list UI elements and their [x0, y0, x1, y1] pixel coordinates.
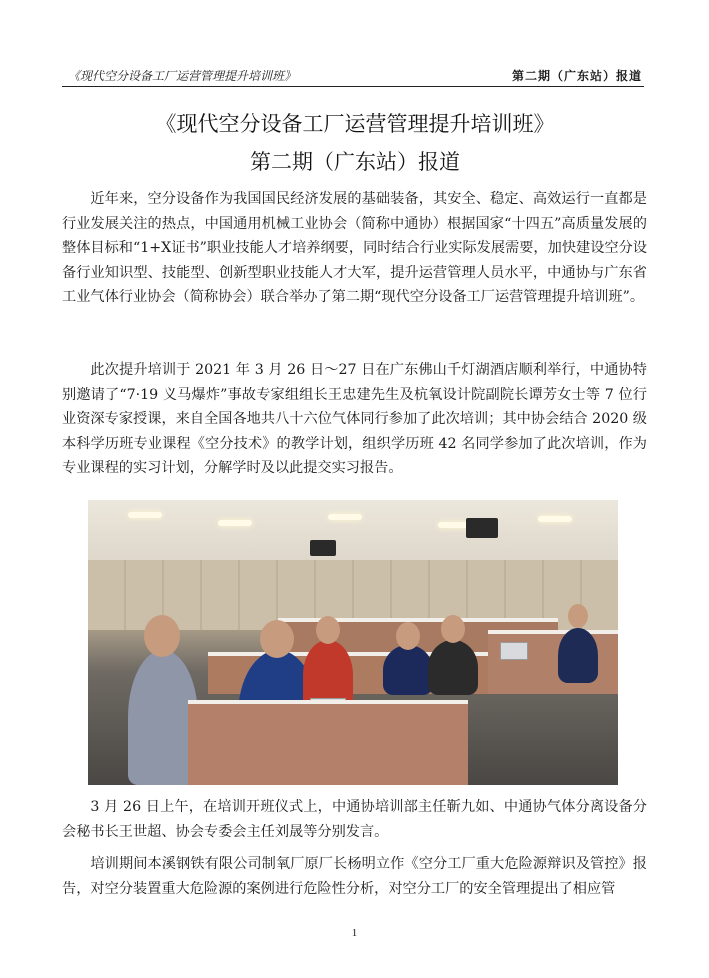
attendee	[383, 645, 433, 695]
conference-photo	[88, 500, 618, 785]
attendee	[558, 628, 598, 683]
speaker-icon	[466, 518, 498, 538]
speaker-icon	[310, 540, 336, 556]
attendee-head	[144, 615, 180, 657]
attendee	[428, 640, 478, 695]
paragraph-opening-ceremony: 3 月 26 日上午，在培训开班仪式上，中通协培训部主任靳九如、中通协气体分离设备分会秘书长王世超、协会专委会主任刘晟等分别发言。	[62, 799, 647, 840]
paragraph-training-details: 此次提升培训于 2021 年 3 月 26 日～27 日在广东佛山千灯湖酒店顺利举行，中通协特别邀请了“7·19 义马爆炸”事故专家组组长王忠建先生及杭氧设计院副院长谭芳女士等 7 位行业资深专家授课，来自全国各地共八十六位气体同行参加了此次培训；其中协会结合 2020 级本科学历班专业课程《空分技术》的教学计划，组织学历班 42 名同学参加了此次培训，作为专业课程的实习计划，分解学时及以此提交实习报告。	[62, 362, 647, 476]
document-title-line2: 第二期（广东站）报道	[250, 150, 460, 174]
laptop-icon	[500, 642, 528, 660]
table-right	[488, 630, 618, 694]
ceiling-light	[218, 520, 252, 526]
header-left-title: 《现代空分设备工厂运营管理提升培训班》	[68, 69, 297, 83]
attendee-head	[568, 604, 588, 628]
ceiling-light	[538, 516, 572, 522]
header-right-title: 第二期（广东站）报道	[511, 69, 642, 83]
ceiling-light	[328, 514, 362, 520]
paragraph-intro: 近年来，空分设备作为我国国民经济发展的基础装备，其安全、稳定、高效运行一直都是行业发展关注的热点，中国通用机械工业协会（简称中通协）根据国家“十四五”高质量发展的整体目标和“1+X证书”职业技能人才培养纲要，同时结合行业实际发展需要，加快建设空分设备行业知识型、技能型、创新型职业技能人才大军，提升运营管理人员水平，中通协与广东省工业气体行业协会（简称协会）联合举办了第二期“现代空分设备工厂运营管理提升培训班”。	[62, 191, 647, 305]
table-front	[188, 700, 468, 785]
paragraph-lecture: 培训期间本溪钢铁有限公司制氧厂原厂长杨明立作《空分工厂重大危险源辩识及管控》报告，对空分装置重大危险源的案例进行危险性分析，对空分工厂的安全管理提出了相应管	[62, 856, 647, 897]
attendee-head	[441, 615, 465, 643]
running-header	[62, 66, 644, 87]
attendee-head	[316, 616, 340, 644]
document-title-line1: 《现代空分设备工厂运营管理提升培训班》	[155, 112, 555, 136]
attendee-head	[396, 622, 420, 650]
attendee-head	[260, 620, 294, 658]
page-number: 1	[351, 927, 358, 939]
ceiling-light	[128, 512, 162, 518]
